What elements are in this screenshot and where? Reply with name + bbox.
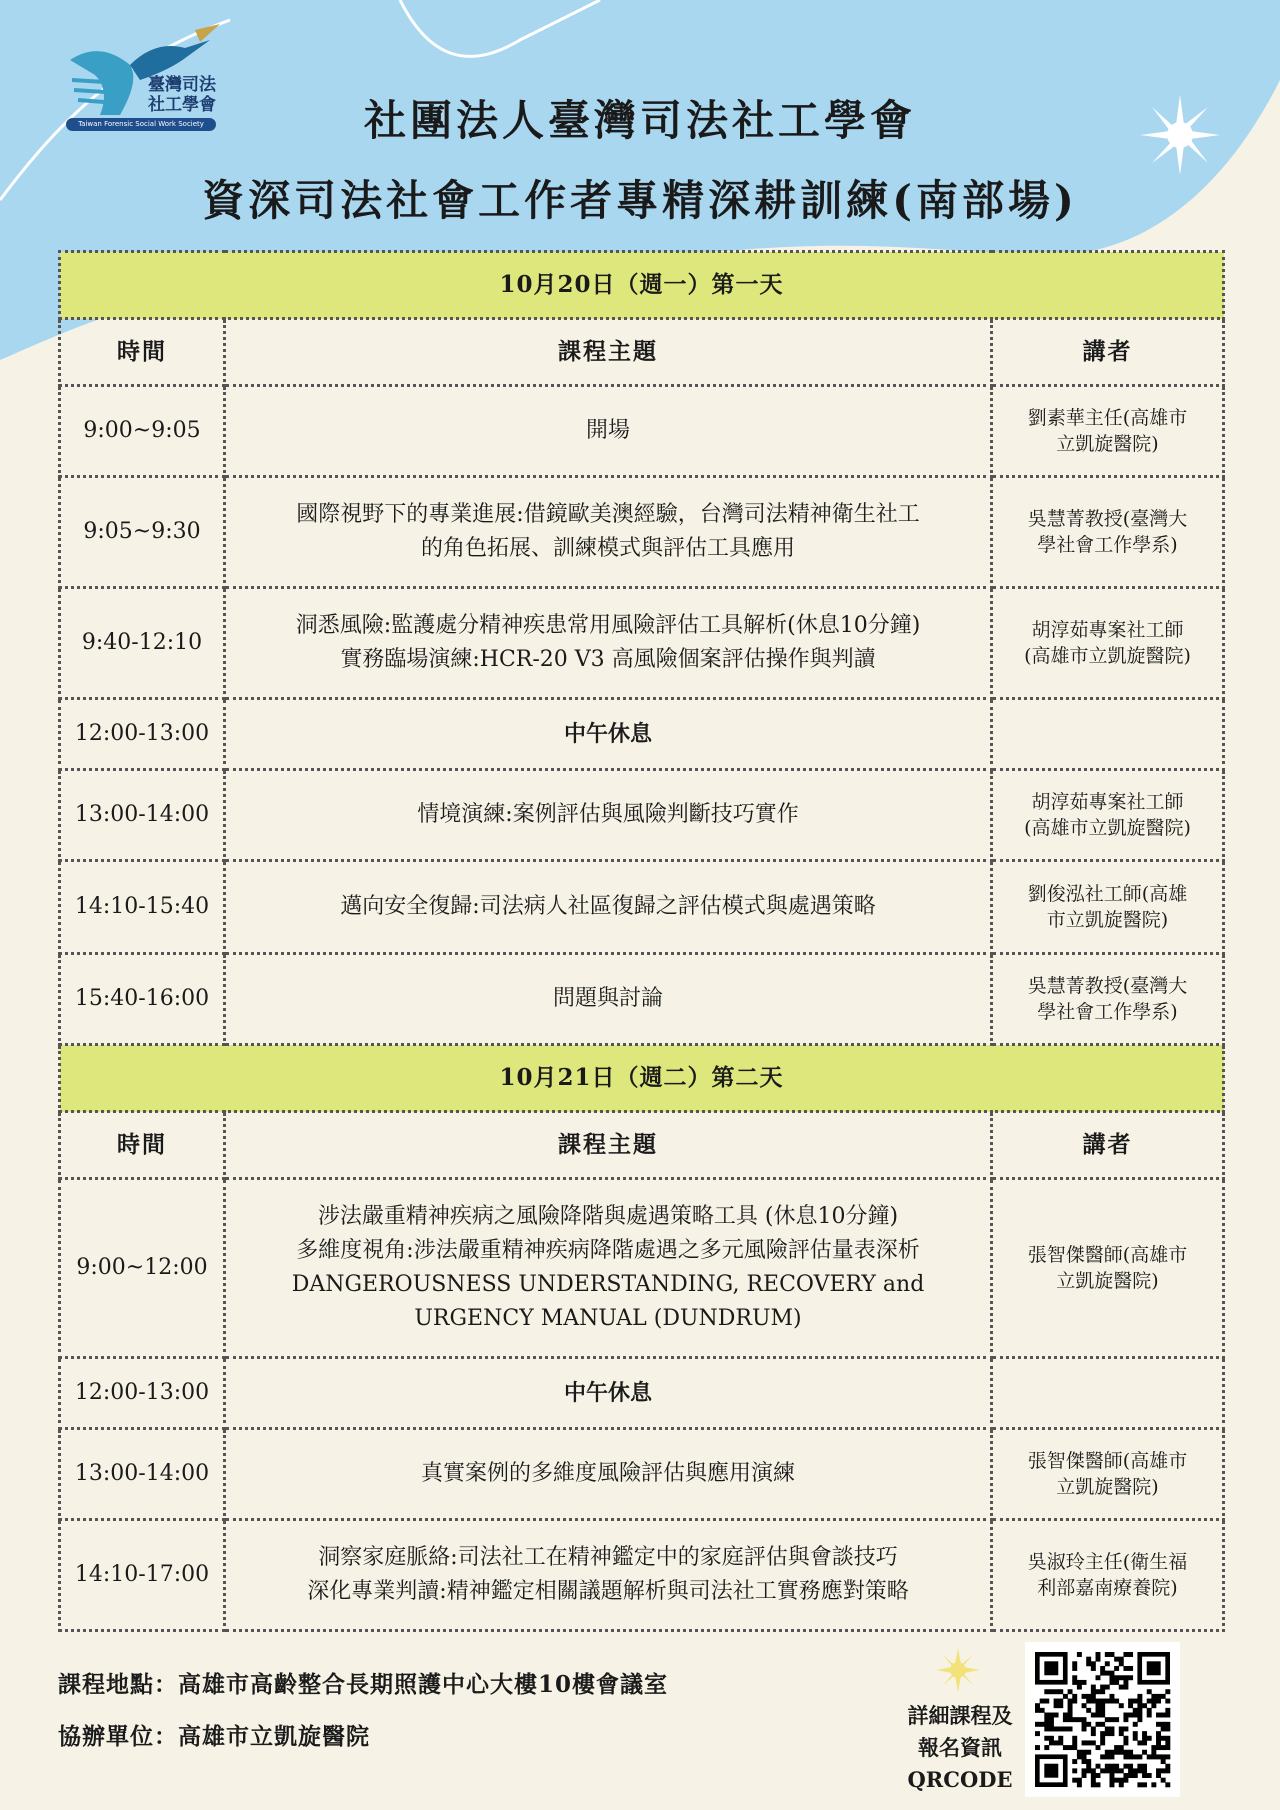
- session-time: 13:00-14:00: [60, 770, 225, 861]
- speaker-line: 立凱旋醫院): [1056, 1476, 1159, 1498]
- table-row: [60, 477, 1224, 588]
- table-row: [60, 1358, 1224, 1429]
- session-time: 9:40-12:10: [60, 588, 225, 699]
- topic-line: 洞察家庭脈絡:司法社工在精神鑑定中的家庭評估與會談技巧: [318, 1545, 898, 1570]
- session-topic: [225, 1429, 992, 1520]
- session-time: 12:00-13:00: [60, 699, 225, 770]
- topic-line: URGENCY MANUAL (DUNDRUM): [414, 1306, 802, 1331]
- session-topic: [225, 386, 992, 477]
- speaker-line: 胡淳茹專案社工師: [1031, 791, 1184, 813]
- logo-line-2: 社工學會: [148, 95, 216, 115]
- session-speaker: [992, 1358, 1224, 1429]
- speaker-line: 張智傑醫師(高雄市: [1027, 1244, 1188, 1266]
- speaker-line: 學社會工作學系): [1037, 534, 1178, 556]
- qr-label: [880, 1700, 1040, 1796]
- session-topic: [225, 1358, 992, 1429]
- table-row: [60, 954, 1224, 1045]
- session-speaker: [992, 861, 1224, 954]
- course-location: 課程地點：高雄市高齡整合長期照護中心大樓10樓會議室: [58, 1671, 669, 1698]
- session-speaker: [992, 1179, 1224, 1358]
- speaker-line: (高雄市立凱旋醫院): [1024, 817, 1191, 839]
- qr-code-icon: [1025, 1642, 1180, 1797]
- time-header: 時間: [60, 319, 225, 386]
- training-title: 資深司法社會工作者專精深耕訓練(南部場): [202, 176, 1078, 225]
- session-time: 14:10-15:40: [60, 861, 225, 954]
- speaker-line: 學社會工作學系): [1037, 1001, 1178, 1023]
- topic-line: 情境演練:案例評估與風險判斷技巧實作: [417, 802, 799, 827]
- organization-title: 社團法人臺灣司法社工學會: [363, 96, 916, 145]
- topic-line: 洞悉風險:監護處分精神疾患常用風險評估工具解析(休息10分鐘): [295, 613, 921, 638]
- day-header: 10月20日（週一）第一天: [60, 252, 1224, 319]
- session-time: 14:10-17:00: [60, 1520, 225, 1631]
- session-speaker: [992, 770, 1224, 861]
- day-header-row: [60, 252, 1224, 319]
- session-time: 12:00-13:00: [60, 1358, 225, 1429]
- co-organizer: 協辦單位：高雄市立凱旋醫院: [58, 1723, 370, 1750]
- session-topic: [225, 588, 992, 699]
- small-sun-icon: [936, 1648, 980, 1692]
- session-time: 9:00~9:05: [60, 386, 225, 477]
- table-row: [60, 1429, 1224, 1520]
- session-topic: [225, 1179, 992, 1358]
- session-speaker: [992, 1520, 1224, 1631]
- topic-line: 中午休息: [563, 1380, 652, 1406]
- topic-line: 邁向安全復歸:司法病人社區復歸之評估模式與處遇策略: [340, 894, 876, 919]
- topic-line: 多維度視角:涉法嚴重精神疾病降階處遇之多元風險評估量表深析: [296, 1238, 920, 1263]
- session-time: 9:00~12:00: [60, 1179, 225, 1358]
- qr-label-line: 報名資訊: [918, 1735, 1002, 1760]
- topic-line: 真實案例的多維度風險評估與應用演練: [420, 1461, 795, 1486]
- topic-line: 中午休息: [563, 721, 652, 747]
- qr-label-line: QRCODE: [907, 1767, 1013, 1792]
- speaker-line: (高雄市立凱旋醫院): [1024, 645, 1191, 667]
- session-topic: [225, 699, 992, 770]
- topic-header: 課程主題: [225, 319, 992, 386]
- table-row: [60, 386, 1224, 477]
- table-row: [60, 770, 1224, 861]
- session-speaker: [992, 954, 1224, 1045]
- speaker-line: 劉素華主任(高雄市: [1027, 407, 1188, 429]
- topic-header: 課程主題: [225, 1112, 992, 1179]
- session-speaker: [992, 699, 1224, 770]
- logo-english: Taiwan Forensic Social Work Society: [66, 118, 216, 131]
- session-topic: [225, 954, 992, 1045]
- table-row: [60, 1179, 1224, 1358]
- topic-line: 問題與討論: [552, 986, 663, 1011]
- session-time: 15:40-16:00: [60, 954, 225, 1045]
- topic-line: 的角色拓展、訓練模式與評估工具應用: [420, 536, 795, 561]
- speaker-header: 講者: [992, 319, 1224, 386]
- speaker-line: 吳淑玲主任(衛生福: [1027, 1551, 1188, 1573]
- speaker-header: 講者: [992, 1112, 1224, 1179]
- session-topic: [225, 1520, 992, 1631]
- session-speaker: [992, 477, 1224, 588]
- topic-line: DANGEROUSNESS UNDERSTANDING, RECOVERY and: [291, 1272, 925, 1297]
- topic-line: 實務臨場演練:HCR-20 V3 高風險個案評估操作與判讀: [340, 647, 876, 672]
- topic-line: 涉法嚴重精神疾病之風險降階與處遇策略工具 (休息10分鐘): [317, 1204, 899, 1229]
- session-topic: [225, 770, 992, 861]
- session-speaker: [992, 1429, 1224, 1520]
- speaker-line: 立凱旋醫院): [1056, 1270, 1159, 1292]
- session-topic: [225, 477, 992, 588]
- logo-line-1: 臺灣司法: [148, 75, 216, 95]
- table-row: [60, 699, 1224, 770]
- topic-line: 國際視野下的專業進展:借鏡歐美澳經驗，台灣司法精神衛生社工: [296, 502, 920, 527]
- column-header-row: [60, 319, 1224, 386]
- session-topic: [225, 861, 992, 954]
- qr-label-line: 詳細課程及: [907, 1703, 1013, 1728]
- speaker-line: 立凱旋醫院): [1056, 433, 1159, 455]
- speaker-line: 張智傑醫師(高雄市: [1027, 1450, 1188, 1472]
- column-header-row: [60, 1112, 1224, 1179]
- speaker-line: 利部嘉南療養院): [1037, 1577, 1178, 1599]
- table-row: [60, 861, 1224, 954]
- day-header: 10月21日（週二）第二天: [60, 1045, 1224, 1112]
- qr-code[interactable]: [1025, 1642, 1180, 1797]
- session-time: 9:05~9:30: [60, 477, 225, 588]
- session-speaker: [992, 386, 1224, 477]
- session-speaker: [992, 588, 1224, 699]
- schedule-table: [58, 250, 1225, 1632]
- topic-line: 深化專業判讀:精神鑑定相關議題解析與司法社工實務應對策略: [307, 1579, 909, 1604]
- speaker-line: 市立凱旋醫院): [1046, 909, 1169, 931]
- day-header-row: [60, 1045, 1224, 1112]
- table-row: [60, 588, 1224, 699]
- session-time: 13:00-14:00: [60, 1429, 225, 1520]
- speaker-line: 吳慧菁教授(臺灣大: [1027, 508, 1188, 530]
- time-header: 時間: [60, 1112, 225, 1179]
- speaker-line: 劉俊泓社工師(高雄: [1027, 883, 1188, 905]
- topic-line: 開場: [585, 418, 630, 443]
- speaker-line: 胡淳茹專案社工師: [1031, 619, 1184, 641]
- speaker-line: 吳慧菁教授(臺灣大: [1027, 975, 1188, 997]
- table-row: [60, 1520, 1224, 1631]
